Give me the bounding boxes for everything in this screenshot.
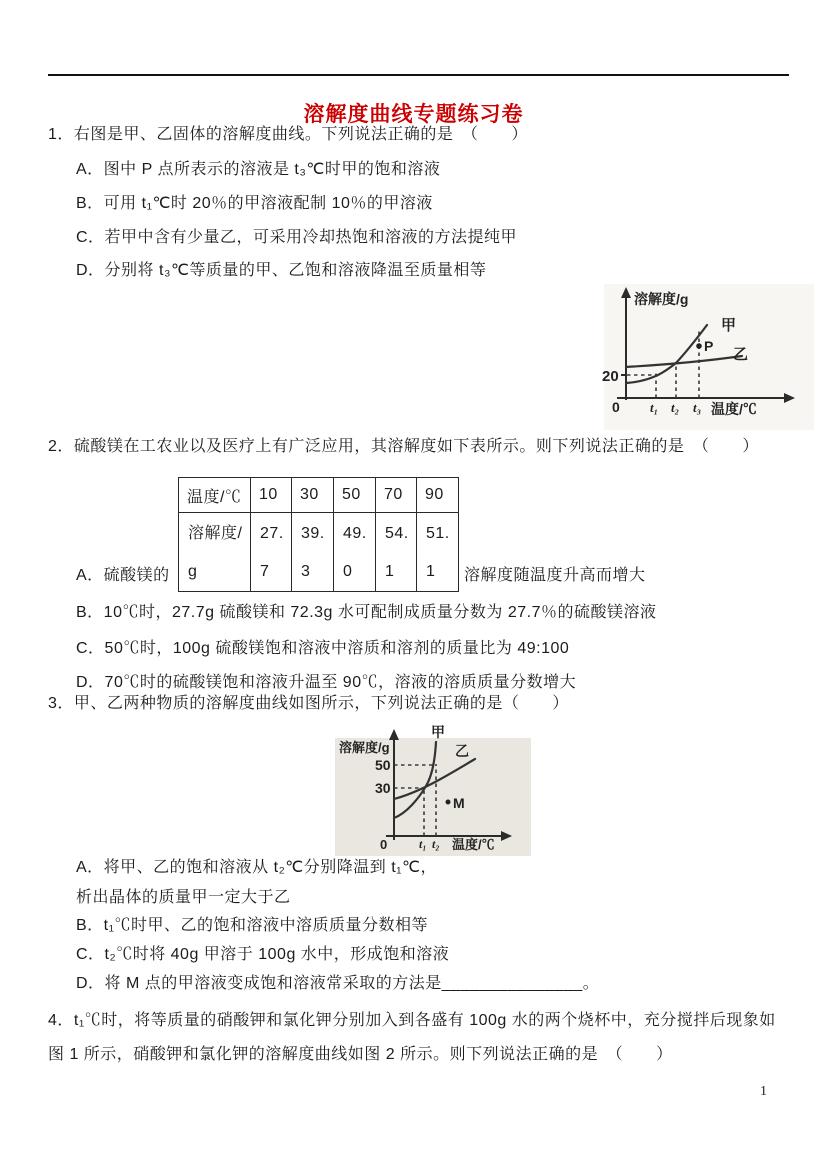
chart1-series-yi-label: 乙: [733, 346, 749, 363]
chart1-xtick-t3: t₃: [693, 400, 702, 415]
chart1-ylabel: 溶解度/g: [634, 291, 689, 307]
question-3-stem: 3．甲、乙两种物质的溶解度曲线如图所示，下列说法正确的是（ ）: [48, 695, 569, 712]
solubility-table: [178, 477, 459, 592]
point-p-dot: [696, 343, 702, 349]
table-cell: 39.3: [292, 513, 334, 592]
question-3-option-a-line1: A．将甲、乙的饱和溶液从 t₂℃分别降温到 t₁℃，: [76, 859, 438, 876]
question-2-option-b: B．10℃时，27.7g 硫酸镁和 72.3g 水可配制成质量分数为 27.7％的硫酸镁溶液: [76, 604, 657, 621]
question-1-option-d: D．分别将 t₃℃等质量的甲、乙饱和溶液降温至质量相等: [76, 262, 487, 279]
table-cell: 51.1: [417, 513, 459, 592]
table-cell: 54.1: [376, 513, 417, 592]
question-2-option-a-suffix: 溶解度随温度升高而增大: [464, 567, 646, 584]
question-1-option-b: B．可用 t₁℃时 20％的甲溶液配制 10％的甲溶液: [76, 195, 433, 212]
table-header-cell: 70: [376, 478, 417, 513]
question-3-option-a-line2: 析出晶体的质量甲一定大于乙: [76, 889, 291, 906]
question-1-option-c: C．若甲中含有少量乙，可采用冷却热饱和溶液的方法提纯甲: [76, 229, 518, 246]
question-2-option-d: D．70℃时的硫酸镁饱和溶液升温至 90℃，溶液的溶质质量分数增大: [76, 674, 577, 691]
chart2-ylabel: 溶解度/g: [339, 740, 390, 755]
chart2-xtick-t2: t₂: [432, 837, 440, 851]
chart1-origin: 0: [612, 399, 620, 415]
question-3-option-d: D．将 M 点的甲溶液变成饱和溶液常采取的方法是_______________。: [76, 975, 600, 992]
chart2-point-m-label: M: [453, 795, 465, 811]
chart2-xlabel: 温度/℃: [452, 837, 495, 852]
y-axis-arrow-icon: [389, 729, 399, 740]
table-data-row: [179, 513, 459, 592]
table-header-cell: 90: [417, 478, 459, 513]
table-header-row: [179, 478, 459, 513]
question-3-option-c: C．t₂℃时将 40g 甲溶于 100g 水中，形成饱和溶液: [76, 946, 450, 963]
table-header-cell: 30: [292, 478, 334, 513]
chart1-ytick-20: 20: [602, 368, 619, 385]
solubility-chart-q3: [335, 724, 575, 860]
chart2-ytick-30: 30: [375, 780, 391, 796]
chart1-xlabel: 温度/℃: [711, 401, 757, 417]
table-header-cell: 50: [334, 478, 376, 513]
table-header-cell: 10: [251, 478, 292, 513]
chart2-series-yi-label: 乙: [455, 743, 469, 759]
question-4-stem: 4．t₁℃时，将等质量的硝酸钾和氯化钾分别加入到各盛有 100g 水的两个烧杯中，充分搅拌后现象如图 1 所示，硝酸钾和氯化钾的溶解度曲线如图 2 所示。则下列说法正确的是 （ ）: [48, 1012, 776, 1063]
table-header-temp: 温度/℃: [179, 478, 251, 513]
chart1-xtick-t2: t₂: [671, 400, 680, 415]
chart1-series-jia-label: 甲: [721, 317, 737, 334]
solubility-chart-q1: [590, 284, 818, 430]
chart1-point-p-label: P: [704, 338, 714, 354]
header-rule: [48, 74, 789, 76]
chart2-ytick-50: 50: [375, 757, 391, 773]
point-m-dot: [446, 800, 451, 805]
page-title: 溶解度曲线专题练习卷: [303, 103, 524, 127]
page-number: 1: [760, 1084, 767, 1099]
chart2-origin: 0: [380, 837, 388, 852]
chart2-series-jia-label: 甲: [431, 724, 445, 740]
table-cell: 49.0: [334, 513, 376, 592]
question-3-option-b: B．t₁℃时甲、乙的饱和溶液中溶质质量分数相等: [76, 917, 429, 934]
question-2-stem: 2．硫酸镁在工农业以及医疗上有广泛应用，其溶解度如下表所示。则下列说法正确的是 （ ）: [48, 438, 759, 455]
question-2-option-c: C．50℃时，100g 硫酸镁饱和溶液中溶质和溶剂的质量比为 49:100: [76, 640, 570, 657]
question-1-option-a: A．图中 P 点所表示的溶液是 t₃℃时甲的饱和溶液: [76, 161, 441, 178]
question-2-option-a-prefix: A．硫酸镁的: [76, 567, 170, 584]
question-1-stem: 1．右图是甲、乙固体的溶解度曲线。下列说法正确的是 （ ）: [48, 126, 528, 143]
chart2-xtick-t1: t₁: [419, 837, 427, 851]
chart1-xtick-t1: t₁: [650, 400, 659, 415]
table-cell: 27.7: [251, 513, 292, 592]
table-row-label: 溶解度/g: [179, 513, 251, 592]
